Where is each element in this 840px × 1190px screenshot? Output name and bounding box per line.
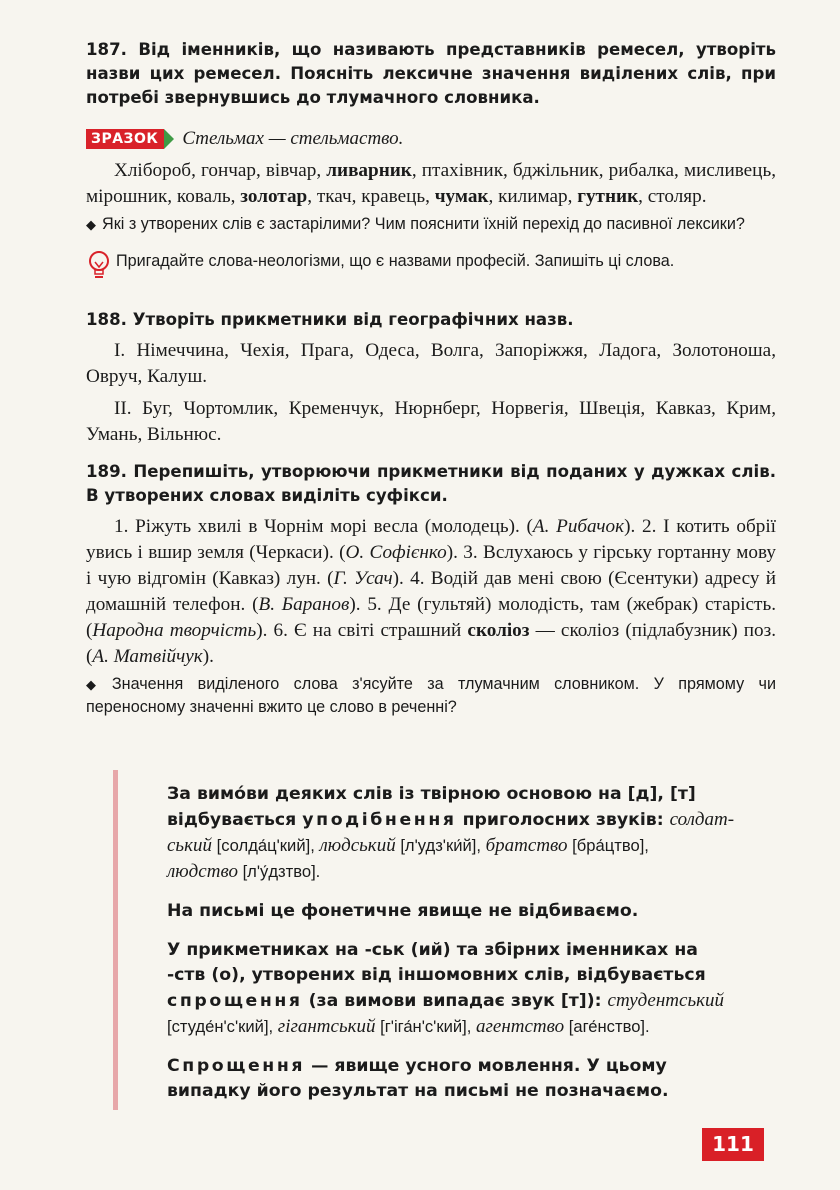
rule-text: відбувається [167, 810, 303, 830]
word-text: , столяр. [638, 186, 707, 207]
rule-line: За вимо́ви деяких слів із твірною основою на [д], [т] [167, 784, 696, 804]
sentence-text: ). 6. Є на світі страшний [256, 620, 468, 641]
exercise-187-words [86, 158, 776, 210]
rule-text: — явище усного мовлення. У цьому [305, 1056, 667, 1076]
rule-paragraph-1 [167, 782, 781, 885]
sample-row [86, 128, 776, 150]
highlighted-word: золотар [240, 186, 308, 207]
rule-paragraph-4 [167, 1054, 781, 1104]
question-text: Які з утворених слів є застарілими? Чим пояснити їхній перехід до пасивної лексики? [102, 215, 745, 233]
rule-paragraph-2: На письмі це фонетичне явище не відбиваємо. [167, 901, 639, 921]
rule-term: уподібнення [302, 810, 457, 830]
sample-text: Стельмах — стельмаство. [182, 128, 404, 149]
sentence-text: ). [202, 646, 214, 667]
highlighted-word: чумак [434, 186, 489, 207]
exercise-189-heading: 189. Перепишіть, утворюючи прикметники від поданих у дужках слів. В утворених словах виділіть суфікси. [86, 462, 776, 505]
rule-text: (за вимови випадає звук [т]): [302, 991, 608, 1011]
transcription: [солда́ц'кий], [211, 836, 320, 855]
rule-line [167, 988, 781, 1014]
question-text: Значення виділеного слова з'ясуйте за тлумачним словником. У прямому чи переносному значенні вжито це слово в реченні? [86, 675, 776, 716]
rule-line: випадку його результат на письмі не позначаємо. [167, 1081, 669, 1101]
suffix: -ськ (ий) [364, 940, 451, 960]
rule-paragraph-3 [167, 938, 781, 1040]
diamond-bullet-icon: ◆ [86, 217, 96, 232]
example-word: братство [485, 835, 568, 856]
sentence-text: ). 3. Вслухаюсь у гірську гортанну мову і чую відгомін (Кавказ) лун. ( [86, 542, 777, 589]
rule-text: У прикметниках на [167, 940, 365, 960]
rule-line [167, 1054, 781, 1079]
rule-text: , утворених від іншомовних слів, відбувається [239, 965, 706, 985]
author-name: А. Рибачок [532, 516, 625, 537]
exercise-188-group-2: II. Буг, Чортомлик, Кременчук, Нюрнберг, Норвегія, Швеція, Кавказ, Крим, Умань, Вільнюс. [86, 398, 776, 445]
exercise-189-sentences [86, 514, 776, 670]
sentence-text: — сколіоз (підлабузник) поз. ( [86, 620, 776, 667]
tip-text: Пригадайте слова-неологізми, що є назвами професій. Запишіть ці слова. [116, 252, 675, 270]
rule-line [167, 833, 781, 859]
rule-line [167, 807, 781, 833]
author-name: А. Матвійчук [92, 646, 203, 667]
example-word: гігантський [277, 1016, 376, 1037]
highlighted-word: ливарник [326, 160, 412, 181]
word-text: , ткач, кравець, [307, 186, 435, 207]
example-word: агентство [475, 1016, 565, 1037]
rule-line [167, 859, 781, 885]
exercise-188-heading: 188. Утворіть прикметники від географічних назв. [86, 310, 574, 329]
example-word: ський [167, 835, 212, 856]
author-name: Народна творчість [92, 620, 257, 641]
rule-line [167, 1014, 781, 1040]
sentence-text: 1. Ріжуть хвилі в Чорнім морі весла (молодець). ( [114, 516, 533, 537]
suffix: -ств (о) [167, 965, 240, 985]
rule-text: приголосних звуків: [456, 810, 670, 830]
transcription: [студе́н'с'кий], [167, 1017, 278, 1036]
exercise-188-group-1: I. Німеччина, Чехія, Прага, Одеса, Волга, Запоріжжя, Ладога, Золотоноша, Овруч, Калуш. [86, 340, 776, 387]
exercise-187-question [86, 213, 776, 236]
rule-box [113, 770, 781, 1110]
example-word: солдат- [669, 809, 735, 830]
exercise-189-question [86, 673, 776, 718]
author-name: Г. Усач [333, 568, 393, 589]
rule-text: та збірних іменниках на [450, 940, 698, 960]
word-text: , килимар, [488, 186, 578, 207]
highlighted-word: сколіоз [467, 620, 530, 641]
textbook-page [86, 0, 776, 718]
highlighted-word: гутник [577, 186, 639, 207]
diamond-bullet-icon: ◆ [86, 677, 106, 692]
author-name: О. Софієнко [345, 542, 447, 563]
tip-block [86, 250, 776, 288]
word-text: Хлібороб, гончар, вівчар, [114, 160, 327, 181]
example-word: людство [167, 861, 238, 882]
word-text: , птахівник, бджільник, рибалка, мисливець, мірошник, коваль, [86, 160, 776, 207]
sentence-text: ). 2. І котить обрії увись і вшир земля (Черкаси). ( [86, 516, 776, 563]
rule-term: спрощення [167, 991, 303, 1011]
transcription: [аге́нство]. [564, 1017, 650, 1036]
transcription: [бра́цтво], [567, 836, 649, 855]
transcription: [г'іга́н'с'кий], [375, 1017, 476, 1036]
sentence-text: ). 4. Водій дав мені свою (Єсентуки) адресу й домашній телефон. ( [86, 568, 776, 615]
rule-line [167, 938, 781, 963]
example-word: студентський [607, 990, 724, 1011]
transcription: [л'удз'ки́й], [395, 836, 486, 855]
rule-term: Спрощення [167, 1056, 306, 1076]
exercise-187-heading: 187. Від іменників, що називають представників ремесел, утворіть назви цих ремесел. Поясніть лексичне значення виділених слів, при потребі звернувшись до тлумачного словника. [86, 40, 776, 107]
lightbulb-icon [86, 248, 116, 288]
page-number: 111 [702, 1128, 764, 1161]
rule-line [167, 963, 781, 988]
transcription: [л'у́дзтво]. [237, 862, 321, 881]
author-name: В. Баранов [258, 594, 350, 615]
sample-label: ЗРАЗОК [86, 129, 164, 149]
example-word: людський [319, 835, 396, 856]
sample-arrow-icon [164, 129, 174, 149]
sentence-text: ). 5. Де (гультяй) молодість, там (жебрак) старість. ( [86, 594, 776, 641]
